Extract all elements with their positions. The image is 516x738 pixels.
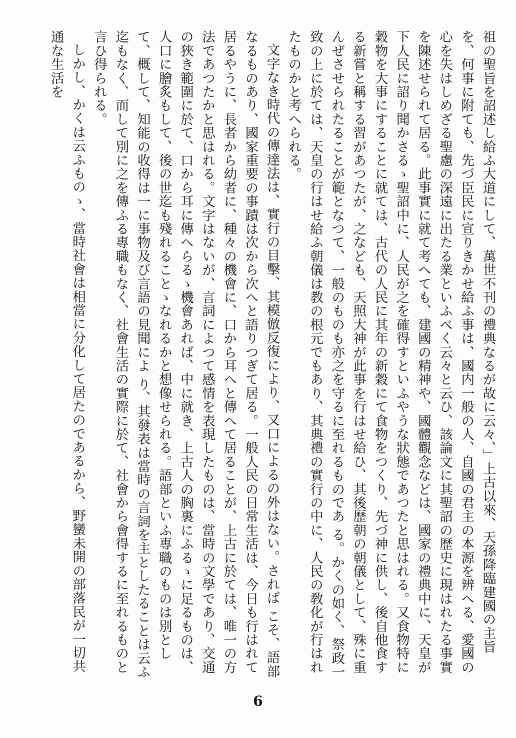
paragraph-2: 文字なき時代の傳達法は、實行の目擊、其模倣反復により、又口によるの外はない。されば こそ、語部なるものあり、國家重要の事蹟は次から次へと語りつぎて居る。一般人民の日常生活は、今日も行はれて居るやうに、長者から幼者に、種々の機會に、口から耳へと傳へて居ることが、上古に於ては、唯一の方法であつたかと思はれる。文字はないが、言詞によつて感情を表現したものは、當時の文學であり、交通の狹き範圍に於て、口から耳に傳へらるゝ機會あれば、中に就き、上古人の胸裏にふるゝに足るものは、人口に膾炙もして、後の世迄も殘れることゝなれるかと想像せられる。語部といふ專職のものは別として、概して、知能の收得は一に事物及び言語の見聞によ り、其發表は當時の言詞を主としたることは云ふ迄もなく、而して別に之を傳ふる專職もなく、社會生活の實際に於て、社會から會得するに至れるものと言ひ得られる。 (91, 30, 280, 679)
paragraph-3: しかし、かくは云ふものゝ、當時社會は相當に分化して居たのであるから、野蠻未開の部落民が一切共通な生活を (48, 30, 85, 674)
vertical-text-body (22, 30, 498, 680)
paragraph-1: 祖の聖旨を詔述し給ふ大道にして、萬世不刊の禮典なるが故に云々、」上古以來、天孫降臨建國の主旨を、何事に附ても、先づ臣民に宣りきかせ給ふ事は、國内一般の人、自國の君主の本源を辨へる、愛國の心を失はしめざる聖慮の深遠に出たる業といふべく云々と云ひ、該論文に其聖詔の歴史に現はれたる事實を陳述せられて居る。此事實に就て考へても、建國の精神や、國體觀念などは、國家の禮典中に、天皇が下人民に詔り聞かさるゝ聖詔中に、人民が之を確得すといふやうな狀態であつたと思はれる。又食物特に穀物を大事にすることに就ては、古代の人民に其年の新穀にて食物をつくり、先づ神に供し、後自他食する新嘗と稱する習があつたが、之なども、天照大神が此事を行はせ給ひ、其後歷朝の朝儀として、殊に重んぜさせられたることが範となつて、一般のものも亦之を守るに至れるものであ る。かくの如く、祭政一致の上に於ては、天皇の行はせ給ふ朝儀は教の根元でもあり、其典禮の實行の中に、人民の敎化が行はれたものかと考へられる。 (285, 30, 495, 679)
page-number: 6 (253, 694, 263, 710)
